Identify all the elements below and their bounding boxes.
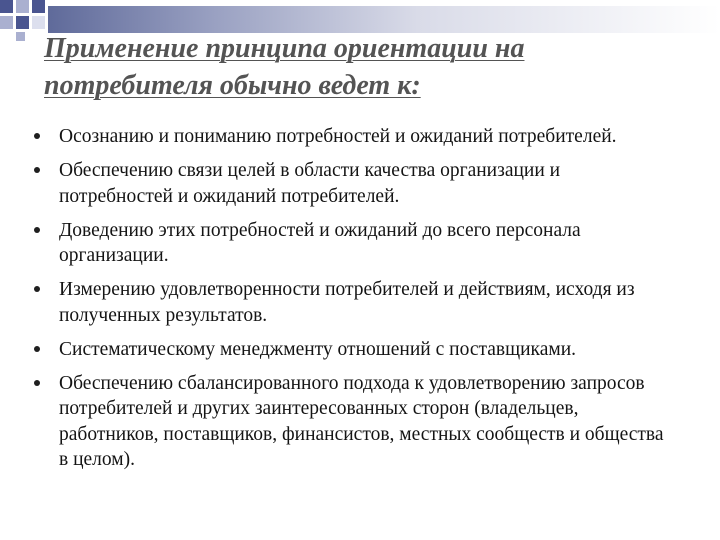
- list-item: [25, 158, 675, 209]
- list-item: [25, 218, 675, 269]
- decorative-square: [0, 16, 13, 29]
- bullet-icon: [34, 286, 40, 292]
- list-item-text: Обеспечению сбалансированного подхода к удовлетворению запросов потребителей и других заинтересованных сторон (владельцев, работников, поставщиков, финансистов, местных сообществ и общества в целом).: [59, 372, 664, 470]
- header-gradient-bar: [48, 6, 720, 33]
- list-item: [25, 124, 675, 150]
- slide-title: Применение принципа ориентации на потребителя обычно ведет к:: [44, 33, 525, 101]
- list-item-text: Осознанию и пониманию потребностей и ожиданий потребителей.: [59, 126, 617, 147]
- bullet-icon: [34, 133, 40, 139]
- decorative-square: [32, 0, 45, 13]
- list-item-text: Систематическому менеджменту отношений с поставщиками.: [59, 338, 577, 360]
- bullet-list: [25, 124, 675, 481]
- list-item: [25, 337, 675, 363]
- list-item-text: Доведению этих потребностей и ожиданий до всего персонала организации.: [59, 219, 581, 266]
- bullet-icon: [34, 167, 40, 173]
- decorative-square: [16, 16, 29, 29]
- list-item: [25, 371, 675, 473]
- bullet-icon: [34, 346, 40, 352]
- decorative-square: [16, 0, 29, 13]
- list-item-text: Измерению удовлетворенности потребителей и действиям, исходя из полученных результатов.: [59, 279, 635, 326]
- list-item: [25, 277, 675, 328]
- bullet-icon: [34, 227, 40, 233]
- decorative-square: [32, 16, 45, 29]
- decorative-square: [0, 0, 13, 13]
- decorative-square: [16, 32, 25, 41]
- bullet-icon: [34, 380, 40, 386]
- list-item-text: Обеспечению связи целей в области качества организации и потребностей и ожиданий потребителей.: [59, 160, 561, 207]
